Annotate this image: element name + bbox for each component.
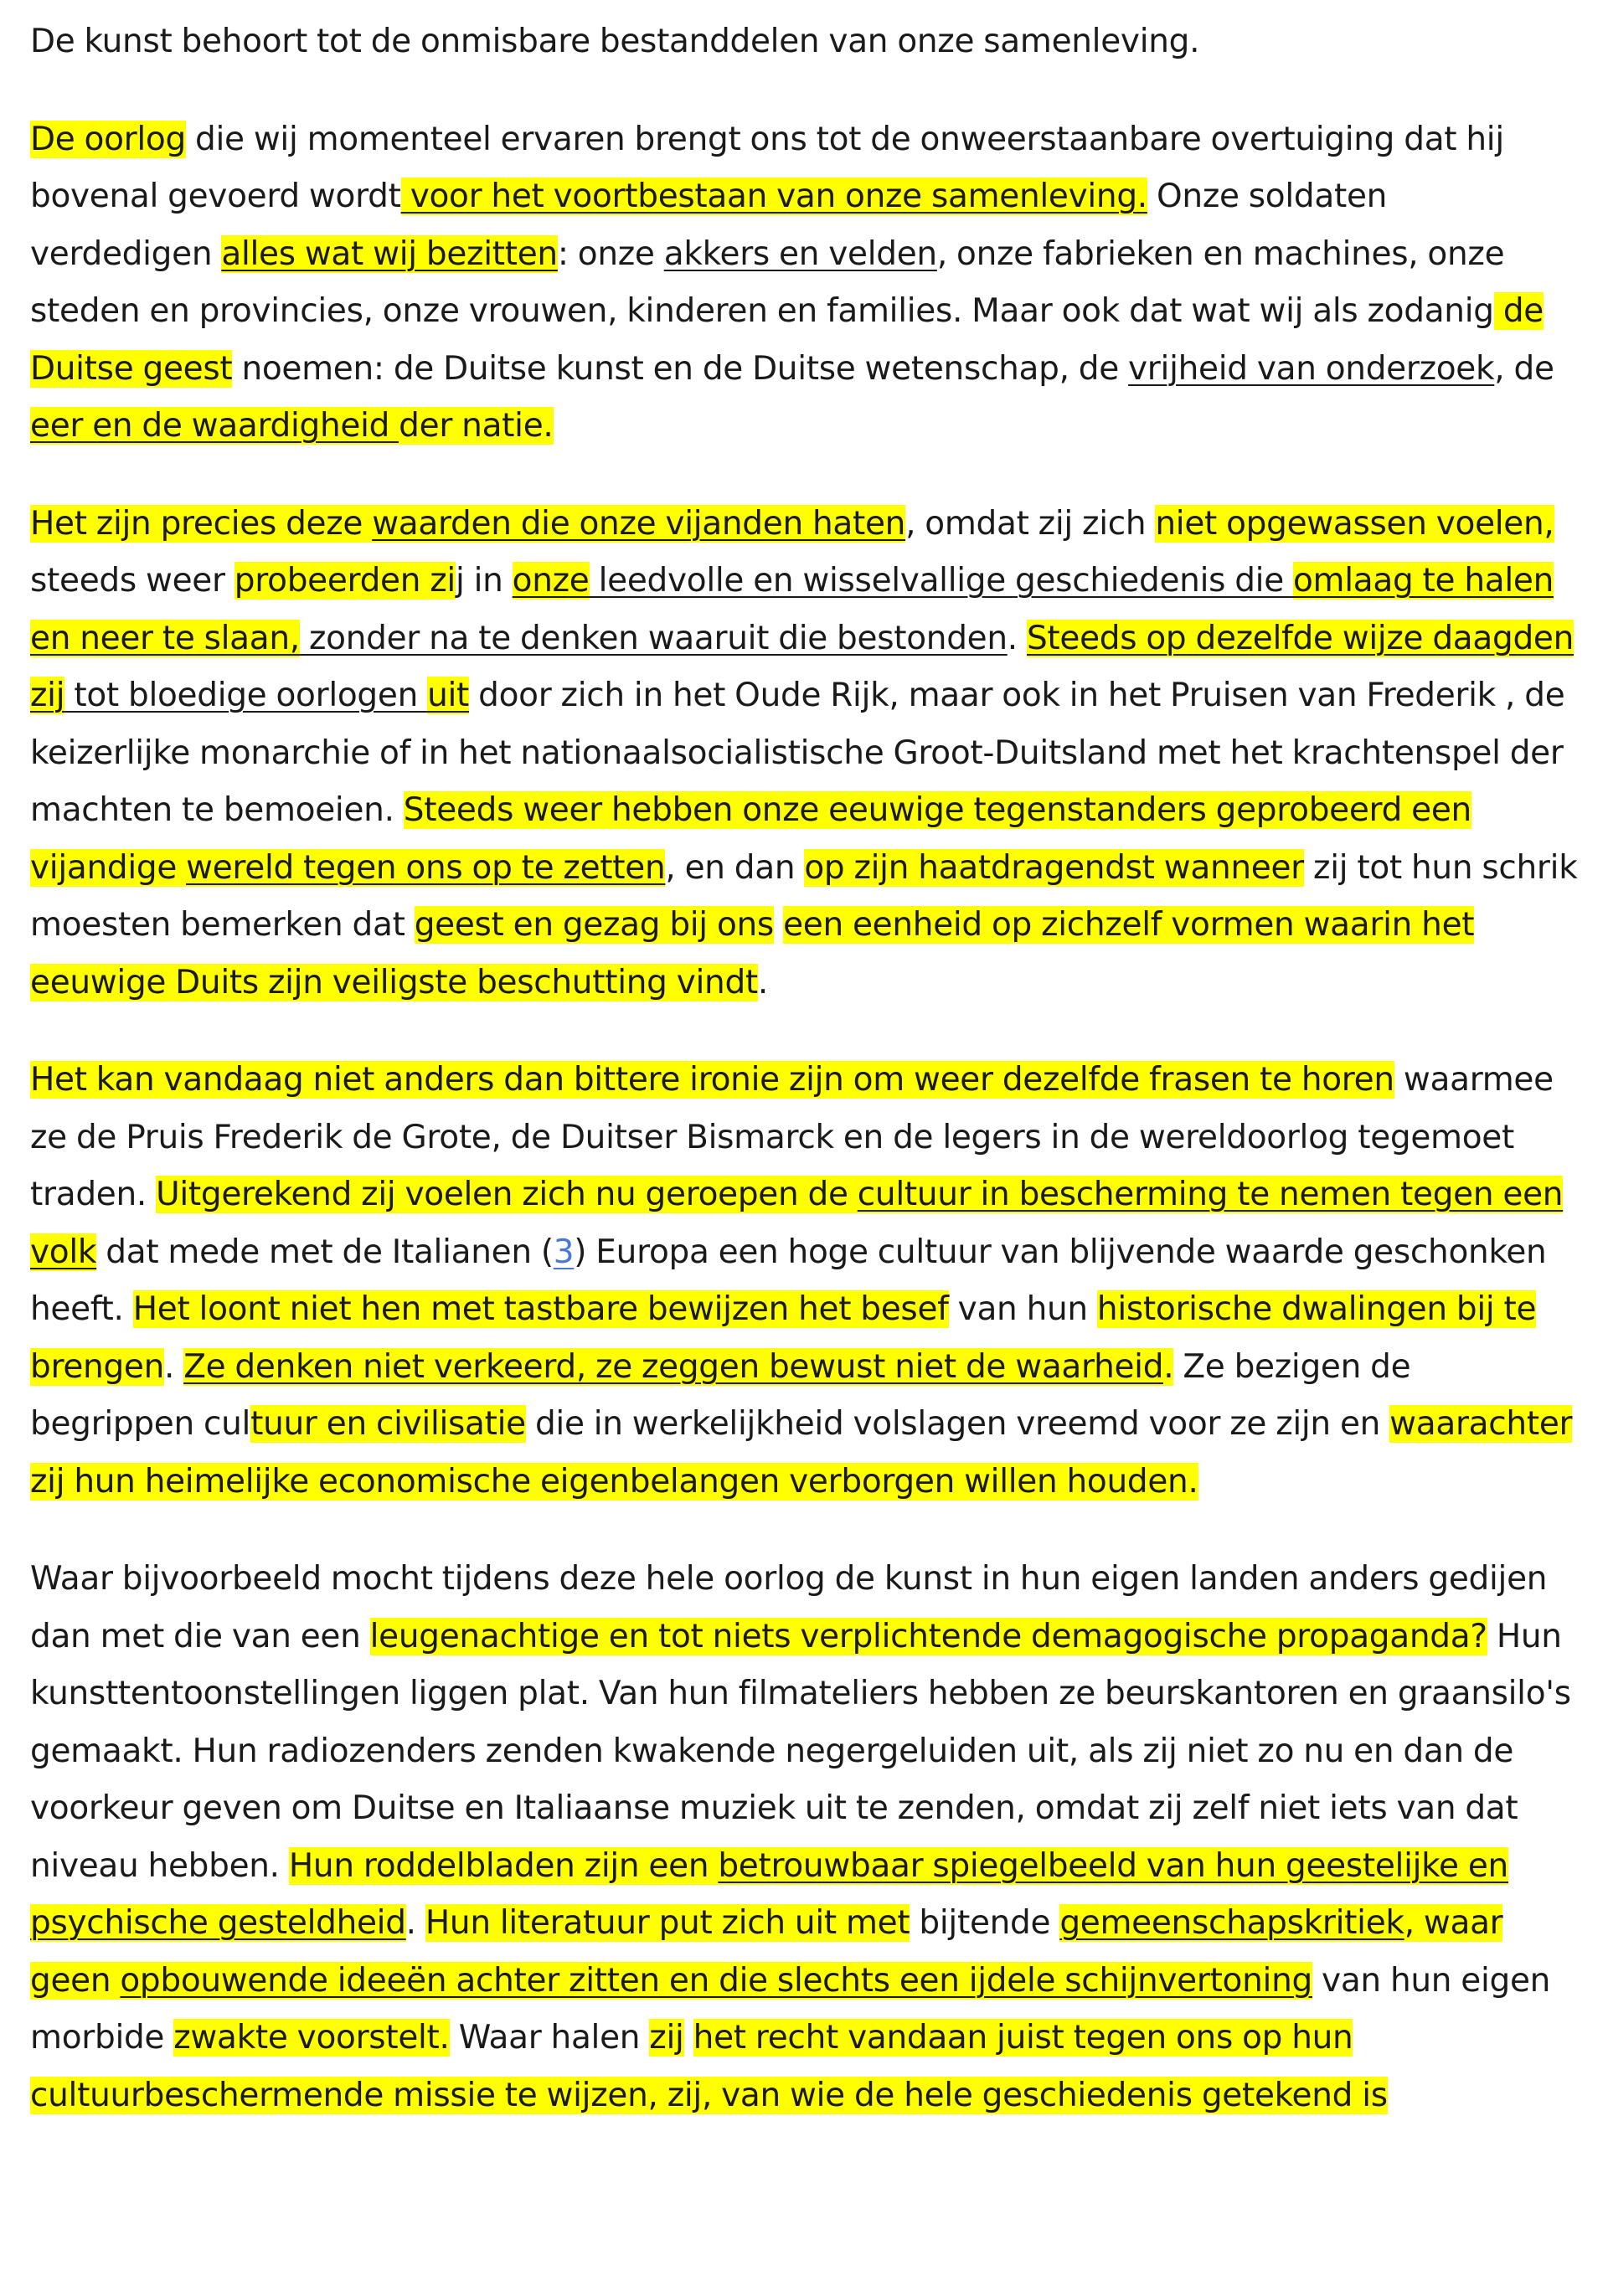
highlighted-text: niet opgewassen voelen, <box>1155 504 1554 543</box>
text-run: . <box>405 1904 425 1942</box>
text-run: , en dan <box>665 848 805 887</box>
text-run: door zich in het Oude Rijk, maar ook in het Pruisen van Frederik , de keizerlijke monarchie of in het nationaalsocialistische Groot-Duitsland met het krachtenspel der machten te bemoeien. <box>30 677 1565 829</box>
highlighted-underlined-text: voor het voortbestaan van onze samenleving. <box>400 178 1147 215</box>
highlighted-underlined-text: omlaag te halen en neer te slaan, <box>30 562 1554 657</box>
highlighted-underlined-text: betrouwbaar spiegelbeeld van hun geestelijke en psychische gesteldheid <box>30 1846 1508 1942</box>
text-run: zij tot hun schrik moesten bemerken dat <box>30 848 1578 944</box>
text-run: waarmee ze de Pruis Frederik de Grote, de Duitser Bismarck en de legers in de wereldoorlog tegemoet traden. <box>30 1061 1554 1213</box>
text-run: . <box>1007 619 1027 657</box>
highlighted-underlined-text: gemeenschapskritiek <box>1059 1904 1404 1942</box>
highlighted-text: Het kan vandaag niet anders dan bittere ironie zijn om weer dezelfde frasen te horen <box>30 1061 1394 1099</box>
highlighted-text: De oorlog <box>30 120 186 158</box>
paragraph-4 <box>30 1052 1578 1511</box>
underlined-text: vrijheid van onderzoek <box>1128 349 1495 388</box>
paragraph-3 <box>30 496 1578 1012</box>
text-run: steeds weer <box>30 562 234 600</box>
highlighted-text: Het zijn precies deze <box>30 504 373 543</box>
highlighted-text: de Duitse geest <box>30 292 1544 388</box>
highlighted-underlined-text: wereld tegen ons op te zetten <box>186 848 666 887</box>
text-run: die in werkelijkheid volslagen vreemd voor ze zijn en <box>525 1405 1390 1443</box>
highlighted-text: tuur en civilisatie <box>250 1405 526 1443</box>
highlighted-text: het recht vandaan juist tegen ons op hun cultuurbeschermende missie te wijzen, zij, van wie de hele geschiedenis getekend is <box>30 2019 1388 2114</box>
text-run: Waar bijvoorbeeld mocht tijdens deze hele oorlog de kunst in hun eigen landen anders gedijen dan met die van een <box>30 1560 1548 1655</box>
text-run: , de <box>1494 349 1554 388</box>
text-run: . <box>164 1347 184 1386</box>
text-run: die wij momenteel ervaren brengt ons tot de onweerstaanbare overtuiging dat hij bovenal gevoerd wordt <box>30 120 1504 215</box>
text-run: Hun kunsttentoonstellingen liggen plat. Van hun filmateliers hebben ze beurskantoren en graansilo's gemaakt. Hun radiozenders zenden kwakende negergeluiden uit, als zij niet zo nu en dan de voorkeur geven om Duitse en Italiaanse muziek uit te zenden, omdat zij zelf niet iets van dat niveau hebben. <box>30 1617 1571 1885</box>
underlined-text: leedvolle en wisselvallige geschiedenis die <box>589 562 1293 600</box>
highlighted-text: Het loont niet hen met tastbare bewijzen het besef <box>132 1290 949 1328</box>
highlighted-text: zwakte voorstelt. <box>173 2019 450 2057</box>
text-run: noemen: de Duitse kunst en de Duitse wetenschap, de <box>232 349 1129 388</box>
text-run: van hun eigen morbide <box>30 1961 1551 2057</box>
text-run: bijtende <box>910 1904 1060 1942</box>
highlighted-underlined-text: cultuur in bescherming te nemen tegen een volk <box>30 1176 1564 1271</box>
paragraph-2 <box>30 111 1578 456</box>
highlighted-text: , waar geen <box>30 1904 1503 2000</box>
highlighted-text: zij <box>649 2019 684 2057</box>
highlighted-text: . <box>1163 1347 1174 1386</box>
text-run: dat mede met de Italianen ( <box>96 1233 554 1271</box>
highlighted-underlined-text: opbouwende ideeën achter zitten en die slechts een ijdele schijnvertoning <box>120 1961 1312 2000</box>
highlighted-text: probeerden zi <box>234 562 456 600</box>
highlighted-underlined-text: Steeds op dezelfde wijze daagden zij <box>30 619 1574 714</box>
highlighted-text: waarachter zij hun heimelijke economische eigenbelangen verborgen willen houden. <box>30 1405 1573 1501</box>
text-run: j in <box>455 562 513 600</box>
text-run <box>774 906 783 944</box>
highlighted-underlined-text: uit <box>427 677 470 714</box>
highlighted-text: historische dwalingen bij te brengen <box>30 1290 1537 1386</box>
footnote-reference-link[interactable]: 3 <box>553 1233 575 1271</box>
highlighted-text: Hun literatuur put zich uit met <box>425 1904 910 1942</box>
text-run: van hun <box>948 1290 1097 1328</box>
paragraph-5 <box>30 1551 1578 2124</box>
text-run: , omdat zij zich <box>905 504 1156 543</box>
highlighted-text: een eenheid op zichzelf vormen waarin het eeuwige Duits zijn veiligste beschutting vindt <box>30 906 1475 1001</box>
text-run <box>684 2019 693 2057</box>
highlighted-text: Hun roddelbladen zijn een <box>288 1846 719 1885</box>
text-run: Onze soldaten verdedigen <box>30 178 1388 273</box>
paragraph-1 <box>30 13 1578 71</box>
text-run: ) Europa een hoge cultuur van blijvende waarde geschonken heeft. <box>30 1233 1547 1328</box>
highlighted-text: geest en gezag bij ons <box>414 906 774 944</box>
highlighted-underlined-text: Ze denken niet verkeerd, ze zeggen bewust niet de waarheid <box>183 1347 1164 1386</box>
text-run: : onze <box>557 234 664 273</box>
highlighted-text: Steeds weer hebben onze eeuwige tegenstanders geprobeerd een vijandige <box>30 791 1471 887</box>
text-run: De kunst behoort tot de onmisbare bestanddelen van onze samenleving. <box>30 23 1200 60</box>
underlined-text: zonder na te denken waaruit die bestonden <box>299 619 1008 657</box>
highlighted-text: leugenachtige en tot niets verplichtende demagogische propaganda? <box>369 1617 1487 1655</box>
text-run: , onze fabrieken en machines, onze steden en provincies, onze vrouwen, kinderen en families. Maar ook dat wat wij als zodanig <box>30 234 1505 330</box>
text-run: Waar halen <box>449 2019 650 2057</box>
highlighted-underlined-text: alles wat wij bezitten <box>221 234 558 273</box>
text-run: Ze bezigen de begrippen cul <box>30 1347 1411 1443</box>
highlighted-underlined-text: onze <box>512 562 590 600</box>
highlighted-underlined-text: eer en de waardigheid <box>30 407 399 445</box>
underlined-text: akkers en velden <box>663 234 937 273</box>
highlighted-text: op zijn haatdragendst wanneer <box>804 848 1304 887</box>
text-run: . <box>757 963 768 1001</box>
highlighted-text: Uitgerekend zij voelen zich nu geroepen de <box>156 1176 858 1213</box>
highlighted-underlined-text: waarden die onze vijanden haten <box>372 504 906 543</box>
highlighted-text: der natie. <box>399 407 554 445</box>
underlined-text: tot bloedige oorlogen <box>64 677 428 714</box>
